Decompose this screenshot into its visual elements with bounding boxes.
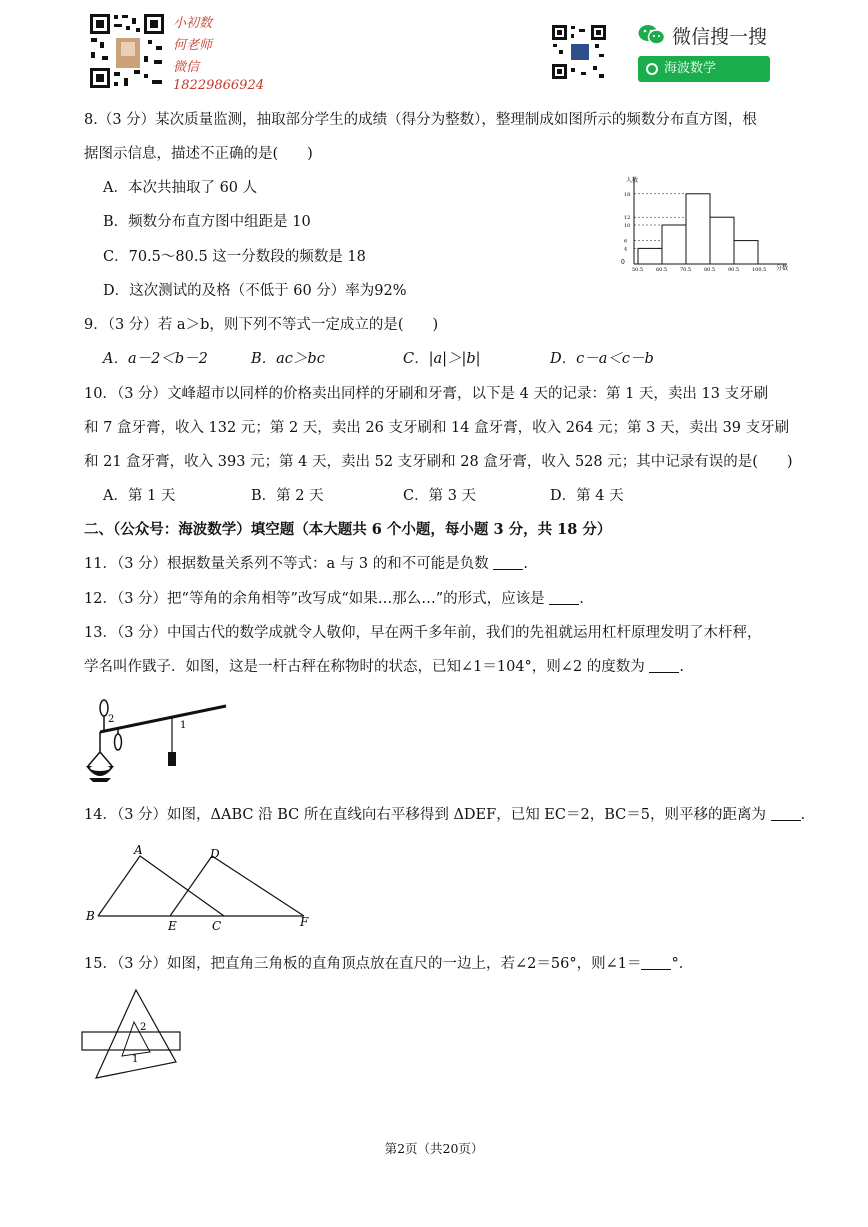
hist-y-tick-0: 4	[624, 246, 628, 253]
q13-angle-1-label: 1	[180, 720, 187, 731]
q12-text: 12．（3 分）把“等角的余角相等”改写成“如果…那么…”的形式，应该是	[84, 591, 545, 607]
q14-answer-blank[interactable]	[771, 806, 801, 821]
q15-tail: °．	[671, 956, 694, 972]
hist-y-tick-4: 18	[624, 191, 631, 198]
q14-label-a: A	[134, 843, 143, 857]
hist-x-tick-3: 80.5	[704, 267, 716, 272]
contact-handwriting-3: 微信	[173, 60, 200, 75]
q14-translation-figure	[84, 842, 320, 936]
page-footer: 第2页（共20页）	[384, 1141, 484, 1156]
q12-answer-blank[interactable]	[549, 590, 579, 605]
q14-label-d: D	[210, 847, 220, 861]
wechat-search-button[interactable]	[638, 56, 770, 82]
q8-stem-line-1: 8.（3 分）某次质量监测，抽取部分学生的成绩（得分为整数），整理制成如图所示的频数分布直方图，根	[84, 112, 757, 128]
contact-phone: 18229866924	[173, 78, 264, 93]
q10-option-c: C．第 3 天	[403, 488, 477, 504]
q12	[84, 589, 584, 609]
q14-text: 14．（3 分）如图，ΔABC 沿 BC 所在直线向右平移得到 ΔDEF，已知 EC＝2，BC＝5，则平移的距离为	[84, 807, 766, 823]
hist-x-tick-5: 100.5	[752, 267, 767, 272]
hist-ylabel: 人数	[626, 177, 639, 184]
q15-answer-blank[interactable]	[641, 955, 671, 970]
q15	[84, 954, 693, 974]
q10-option-b: B．第 2 天	[251, 488, 324, 504]
q9-option-c: C．|a|＞|b|	[403, 351, 481, 367]
q8-option-d: D．这次测试的及格（不低于 60 分）率为92%	[103, 283, 407, 299]
q14-label-b: B	[86, 909, 95, 923]
q14-label-e: E	[168, 919, 177, 933]
q13-text: 学名叫作戥子．如图，这是一杆古秤在称物时的状态，已知∠1＝104°，则∠2 的度数为	[84, 659, 645, 675]
q10-option-a: A．第 1 天	[103, 488, 176, 504]
q9-option-b: B．ac＞bc	[251, 351, 325, 367]
q8-option-a: A．本次共抽取了 60 人	[103, 180, 258, 196]
hist-bar-3	[710, 217, 734, 264]
q13-steelyard-figure	[84, 694, 232, 786]
wechat-logo-icon	[638, 24, 666, 46]
q13-angle-2-label: 2	[108, 714, 115, 725]
q13-answer-blank[interactable]	[649, 658, 679, 673]
hist-bar-1	[662, 225, 686, 264]
q14-tail: .	[800, 807, 806, 823]
q15-ruler-triangle-figure	[80, 988, 184, 1082]
q13-stem-line-1: 13．（3 分）中国古代的数学成就令人敬仰，早在两千多年前，我们的先祖就运用杠杆原理发明了木杆秤，	[84, 625, 762, 641]
q14-label-c: C	[212, 919, 222, 933]
q11-tail: .	[523, 556, 528, 572]
q10-stem-line-3: 和 21 盒牙膏，收入 393 元；第 4 天，卖出 52 支牙刷和 28 盒牙膏，收入 528 元；其中记录有误的是( )	[84, 454, 793, 470]
hist-x-tick-1: 60.5	[656, 267, 668, 272]
q15-angle-2-label: 2	[140, 1022, 147, 1033]
hist-y-tick-3: 12	[624, 215, 631, 222]
q10-stem-line-2: 和 7 盒牙膏，收入 132 元；第 2 天，卖出 26 支牙刷和 14 盒牙膏，收入 264 元；第 3 天，卖出 39 支牙刷	[84, 420, 790, 436]
hist-x-tick-0: 50.5	[632, 267, 644, 272]
q13-tail: .	[679, 659, 685, 675]
hist-bar-4	[734, 241, 758, 264]
q8-option-c: C．70.5～80.5 这一分数段的频数是 18	[103, 249, 366, 265]
hist-origin: 0	[621, 259, 625, 266]
contact-handwriting-2: 何老师	[173, 38, 213, 53]
qr-code-left	[88, 12, 166, 90]
section-2-heading: 二、（公众号：海波数学）填空题（本大题共 6 个小题，每小题 3 分，共 18 分）	[84, 521, 612, 538]
q8-frequency-histogram	[612, 172, 792, 272]
hist-y-tick-1: 6	[624, 238, 628, 245]
q8-option-b: B．频数分布直方图中组距是 10	[103, 214, 311, 230]
wechat-search-title: 微信搜一搜	[672, 26, 768, 48]
q11-text: 11．（3 分）根据数量关系列不等式：a 与 3 的和不可能是负数	[84, 556, 489, 572]
q9-stem: 9．（3 分）若 a＞b，则下列不等式一定成立的是( )	[84, 317, 439, 333]
hist-xlabel: 分数	[776, 265, 789, 272]
q12-tail: .	[579, 591, 584, 607]
hist-y-tick-2: 10	[624, 223, 631, 229]
q15-angle-1-label: 1	[132, 1054, 139, 1065]
contact-handwriting-1: 小初数	[173, 16, 213, 31]
q11	[84, 554, 528, 574]
hist-x-tick-2: 70.5	[680, 267, 692, 272]
q9-option-a: A．a－2＜b－2	[103, 351, 208, 367]
q13-stem-line-2	[84, 657, 684, 677]
hist-bar-2	[686, 194, 710, 264]
q11-answer-blank[interactable]	[493, 555, 523, 570]
q10-option-d: D．第 4 天	[550, 488, 624, 504]
q8-stem-line-2: 据图示信息，描述不正确的是( )	[84, 146, 313, 162]
q14-label-f: F	[300, 915, 309, 929]
hist-bar-0	[638, 248, 662, 264]
search-icon	[646, 63, 658, 75]
q14	[84, 805, 805, 825]
hist-x-tick-4: 90.5	[728, 267, 740, 272]
q15-text: 15．（3 分）如图，把直角三角板的直角顶点放在直尺的一边上，若∠2＝56°，则∠1＝	[84, 956, 642, 972]
q9-option-d: D．c－a＜c－b	[550, 351, 654, 367]
q10-stem-line-1: 10．（3 分）文峰超市以同样的价格卖出同样的牙刷和牙膏，以下是 4 天的记录：第 1 天，卖出 13 支牙刷	[84, 386, 769, 402]
wechat-search-label: 海波数学	[664, 61, 717, 76]
qr-code-right	[551, 24, 607, 80]
